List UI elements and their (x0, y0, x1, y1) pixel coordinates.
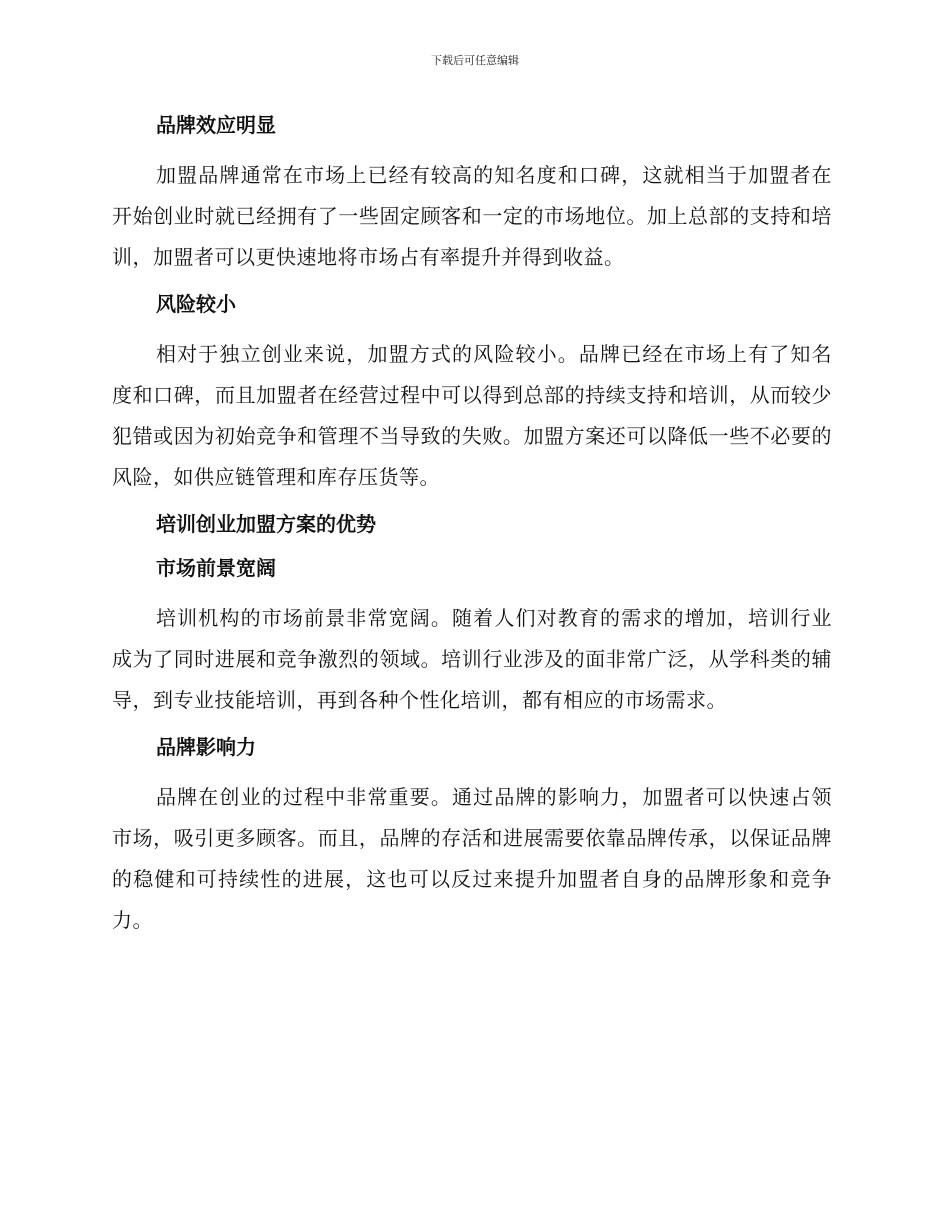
section-paragraph: 培训机构的市场前景非常宽阔。随着人们对教育的需求的增加，培训行业成为了同时进展和竞争激烈的领域。培训行业涉及的面非常广泛，从学科类的辅导，到专业技能培训，再到各种个性化培训，都有相应的市场需求。 (112, 606, 832, 712)
document-body (112, 105, 832, 953)
section-paragraph: 品牌在创业的过程中非常重要。通过品牌的影响力，加盟者可以快速占领市场，吸引更多顾客。而且，品牌的存活和进展需要依靠品牌传承，以保证品牌的稳健和可持续性的进展，这也可以反过来提升加盟者自身的品牌形象和竞争力。 (112, 785, 832, 932)
page-header: 下载后可任意编辑 (431, 54, 519, 67)
section-heading: 市场前景宽阔 (156, 556, 276, 580)
section-heading: 培训创业加盟方案的优势 (156, 512, 376, 536)
section-heading: 品牌影响力 (156, 735, 256, 759)
section-paragraph: 相对于独立创业来说，加盟方式的风险较小。品牌已经在市场上有了知名度和口碑，而且加盟者在经营过程中可以得到总部的持续支持和培训，从而较少犯错或因为初始竞争和管理不当导致的失败。加盟方案还可以降低一些不必要的风险，如供应链管理和库存压货等。 (112, 342, 832, 489)
section-heading: 品牌效应明显 (156, 113, 276, 137)
section-heading: 风险较小 (156, 292, 236, 316)
section-paragraph: 加盟品牌通常在市场上已经有较高的知名度和口碑，这就相当于加盟者在开始创业时就已经拥有了一些固定顾客和一定的市场地位。加上总部的支持和培训，加盟者可以更快速地将市场占有率提升并得到收益。 (112, 163, 832, 269)
